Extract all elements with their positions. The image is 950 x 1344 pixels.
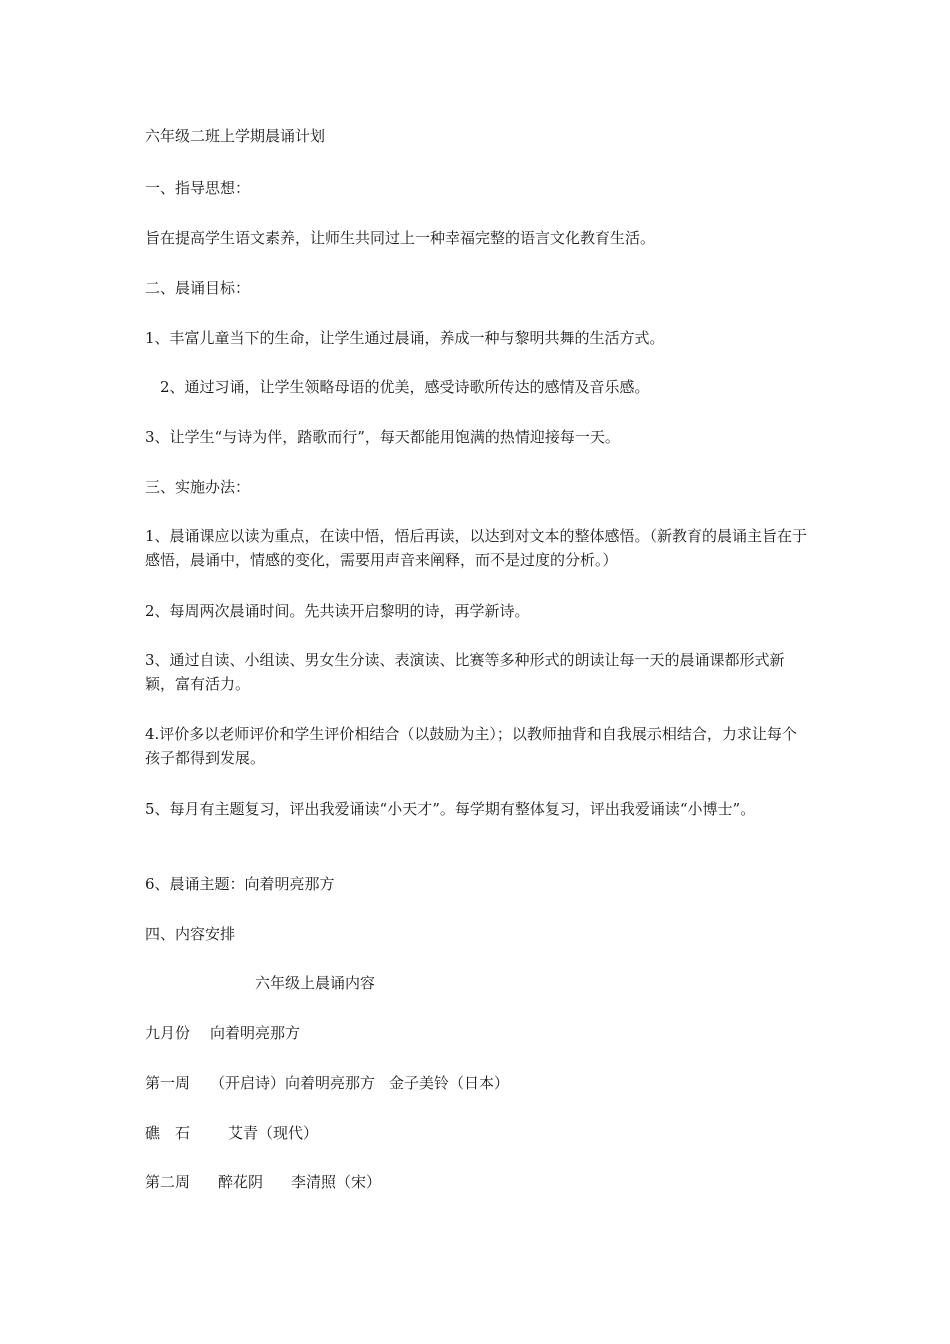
month-theme: 向着明亮那方 <box>210 1024 301 1042</box>
section-1-heading: 一、指导思想： <box>145 179 251 197</box>
section-2-heading: 二、晨诵目标： <box>145 279 251 297</box>
week-row <box>145 1170 810 1194</box>
method-item-3: 3、通过自读、小组读、男女生分读、表演读、比赛等多种形式的朗读让每一天的晨诵课都形式新颖，富有活力。 <box>145 651 785 693</box>
method-item-5: 5、每月有主题复习，评出我爱诵读“小天才”。每学期有整体复习，评出我爱诵读“小博士”。 <box>145 800 756 818</box>
section-1-text: 旨在提高学生语文素养，让师生共同过上一种幸福完整的语言文化教育生活。 <box>145 229 656 247</box>
poem-title: （开启诗）向着明亮那方 <box>210 1074 376 1092</box>
poem-author: 李清照（宋） <box>291 1173 382 1191</box>
goal-item-2: 2、通过习诵，让学生领略母语的优美，感受诗歌所传达的感情及音乐感。 <box>160 378 650 396</box>
document-title: 六年级二班上学期晨诵计划 <box>145 127 326 145</box>
poem-title: 醉花阴 <box>218 1173 264 1191</box>
section-3-heading: 三、实施办法： <box>145 478 251 496</box>
week-row <box>145 1071 810 1095</box>
method-item-1: 1、晨诵课应以读为重点，在读中悟，悟后再读，以达到对文本的整体感悟。（新教育的晨诵主旨在于感悟，晨诵中，情感的变化，需要用声音来阐释，而不是过度的分析。） <box>145 527 808 569</box>
poem-author: 金子美铃（日本） <box>389 1074 510 1092</box>
content-subtitle: 六年级上晨诵内容 <box>255 974 376 992</box>
method-item-4: 4.评价多以老师评价和学生评价相结合（以鼓励为主）；以教师抽背和自我展示相结合，力求让每个孩子都得到发展。 <box>145 725 797 767</box>
section-4-heading: 四、内容安排 <box>145 925 236 943</box>
month-label: 九月份 <box>145 1024 191 1042</box>
goal-item-1: 1、丰富儿童当下的生命，让学生通过晨诵，养成一种与黎明共舞的生活方式。 <box>145 329 665 347</box>
poem-title: 礁 石 <box>145 1124 191 1142</box>
week-label: 第一周 <box>145 1074 191 1092</box>
poem-author: 艾青（现代） <box>228 1124 319 1142</box>
method-item-2: 2、每周两次晨诵时间。先共读开启黎明的诗，再学新诗。 <box>145 602 530 620</box>
poem-row <box>145 1121 810 1145</box>
method-item-6: 6、晨诵主题：向着明亮那方 <box>145 875 335 893</box>
goal-item-3: 3、让学生“与诗为伴，踏歌而行”，每天都能用饱满的热情迎接每一天。 <box>145 428 620 446</box>
week-label: 第二周 <box>145 1173 191 1191</box>
month-row <box>145 1021 810 1045</box>
